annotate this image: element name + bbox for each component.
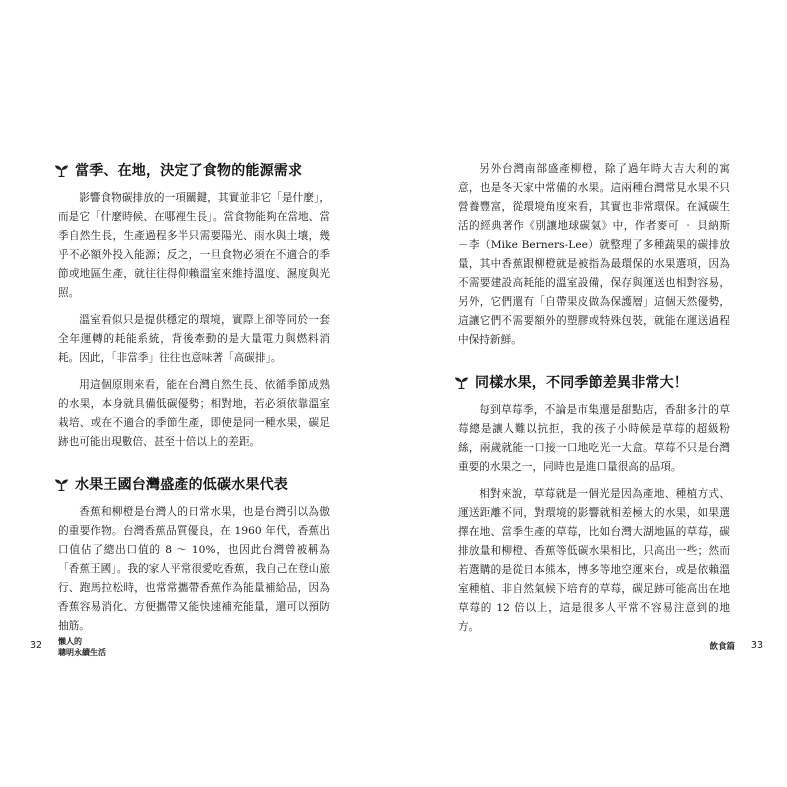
right-column [458,160,730,645]
section-heading-same-fruit [454,372,730,392]
paragraph: 另外台灣南部盛產柳橙，除了過年時大吉大利的寓意，也是冬天家中常備的水果。這兩種台灣常見水果不只營養豐富，從環境角度來看，其實也非常環保。在減碳生活的經典著作《別讓地球碳氣》中，作者麥可 ‧ 貝納斯－李（Mike Berners-Lee）就整理了多種蔬果的碳排放量，其中香蕉跟柳橙就是被指為最環保的水果選項，因為不需要建設高耗能的溫室設備，保存與運送也相對容易，另外，它們還有「自帶果皮做為保護層」這個天然優勢，這讓它們不需要額外的塑膠或特殊包裝，就能在運送過程中保持新鮮。 [458,163,730,346]
section-heading-text: 當季、在地，決定了食物的能源需求 [75,163,303,179]
left-page [0,0,393,787]
section-heading-text: 同樣水果，不同季節差異非常大！ [475,375,688,391]
page-number: 32 [30,640,43,651]
paragraph: 影響食物碳排放的一項關鍵，其實並非它「是什麼」，而是它「什麼時候、在哪裡生長」。當食物能夠在當地、當季自然生長，生產過程多半只需要陽光、雨水與土壤，幾乎不必額外投入能源；反之，一旦食物必須在不適合的季節或地區生產，就往往得仰賴溫室來維持溫度、濕度與光照。 [58,192,330,299]
page-number: 33 [750,640,763,651]
sprout-icon [54,164,69,177]
paragraph: 每到草莓季，不論是市集還是甜點店，香甜多汁的草莓總是讓人難以抗拒，我的孩子小時候是草莓的超級粉絲，兩歲就能一口接一口地吃光一大盒。草莓不只是台灣重要的水果之一，同時也是進口量很高的品項。 [458,404,730,473]
paragraph: 相對來說，草莓就是一個光是因為產地、種植方式、運送距離不同，對環境的影響就相差極大的水果，如果選擇在地、當季生產的草莓，比如台灣大湖地區的草莓，碳排放量和柳橙、香蕉等低碳水果相比，只高出一些；然而若選購的是從日本熊本，博多等地空運來台，或是依賴溫室種植、非自然氣候下培育的草莓，碳足跡可能高出在地草莓的 12 倍以上，這是很多人平常不容易注意到的地方。 [458,488,730,633]
paragraph: 溫室看似只是提供穩定的環境，實際上卻等同於一套全年運轉的耗能系統，背後牽動的是大量電力與燃料消耗。因此，「非當季」往往也意味著「高碳排」。 [58,314,330,364]
right-page [394,0,787,787]
running-book-title [58,636,128,658]
paragraph: 香蕉和柳橙是台灣人的日常水果，也是台灣引以為傲的重要作物。台灣香蕉品質優良，在 1960 年代，香蕉出口值佔了總出口值的 8 ～ 10%，也因此台灣曾被稱為「香蕉王國」。我的家人平常很愛吃香蕉，我自己在登山旅行、跑馬拉松時，也常常攜帶香蕉作為能量補給品，因為香蕉容易消化、方便攜帶又能快速補充能量，還可以預防抽筋。 [58,506,330,632]
book-title-line: 懶人的 [58,637,82,646]
sprout-icon [54,478,69,491]
paragraph: 用這個原則來看，能在台灣自然生長、依循季節成熟的水果，本身就具備低碳優勢；相對地，若必須依靠溫室栽培、或在不適合的季節生產，即使是同一種水果，碳足跡也可能出現數倍、甚至十倍以上的差距。 [58,379,330,448]
section-heading-seasonal [54,160,330,180]
sprout-icon [454,376,469,389]
section-heading-low-carbon-fruit [54,474,330,494]
book-title-line: 聰明永續生活 [58,648,106,657]
running-section-name: 飲食篇 [709,642,735,652]
section-heading-text: 水果王國台灣盛產的低碳水果代表 [75,477,288,493]
left-column [58,160,330,644]
